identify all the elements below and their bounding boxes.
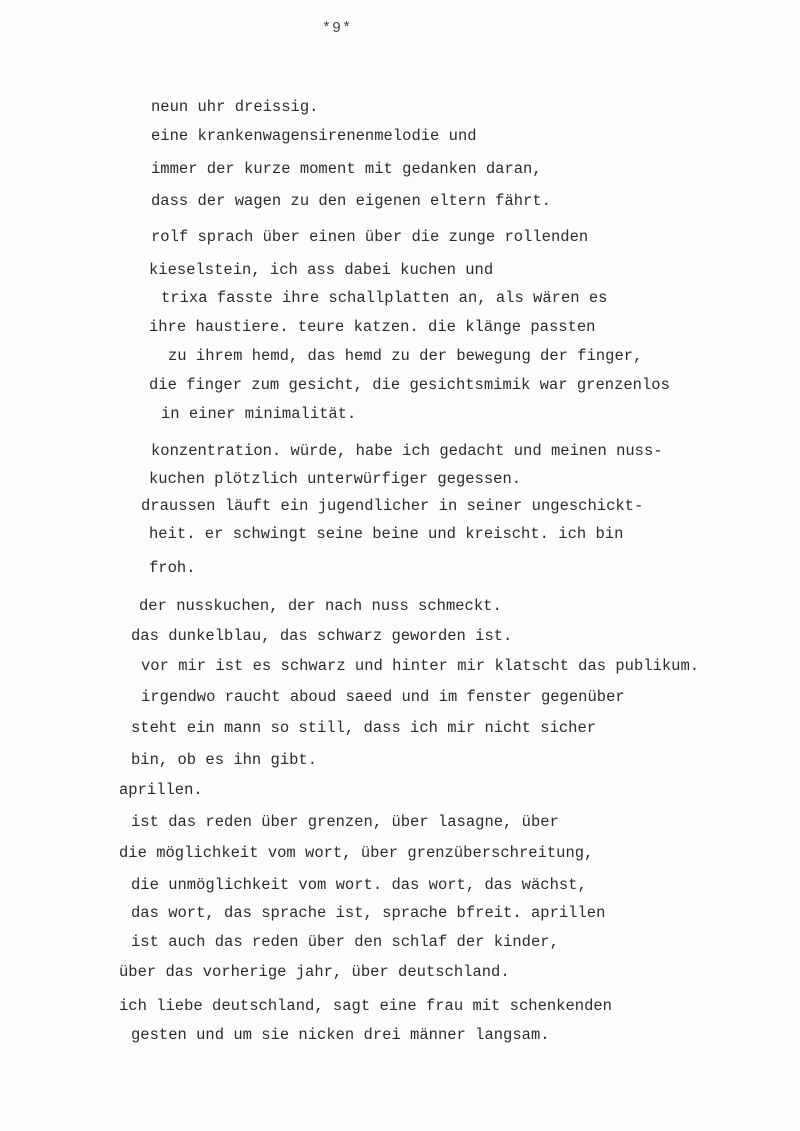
text-line: dass der wagen zu den eigenen eltern fährt. [151,192,551,210]
text-line: irgendwo raucht aboud saeed und im fenster gegenüber [141,688,625,706]
text-line: eine krankenwagensirenenmelodie und [151,127,477,145]
text-line: heit. er schwingt seine beine und kreischt. ich bin [149,525,624,543]
text-line: die möglichkeit vom wort, über grenzüberschreitung, [119,844,594,862]
text-line: die finger zum gesicht, die gesichtsmimik war grenzenlos [149,376,670,394]
text-line: der nusskuchen, der nach nuss schmeckt. [139,597,502,615]
text-line: ich liebe deutschland, sagt eine frau mit schenkenden [119,997,612,1015]
text-line: draussen läuft ein jugendlicher in seiner ungeschickt- [141,497,644,515]
text-line: ihre haustiere. teure katzen. die klänge passten [149,318,596,336]
text-line: trixa fasste ihre schallplatten an, als wären es [161,289,608,307]
text-line: vor mir ist es schwarz und hinter mir klatscht das publikum. [141,657,700,675]
text-line: rolf sprach über einen über die zunge rollenden [151,228,589,246]
text-line: das wort, das sprache ist, sprache bfreit. aprillen [131,904,606,922]
text-line: immer der kurze moment mit gedanken daran, [151,160,542,178]
text-line: kieselstein, ich ass dabei kuchen und [149,261,494,279]
text-line: kuchen plötzlich unterwürfiger gegessen. [149,470,522,488]
text-line: neun uhr dreissig. [151,98,319,116]
text-line: froh. [149,559,196,577]
text-line: bin, ob es ihn gibt. [131,751,318,769]
text-line: ist auch das reden über den schlaf der kinder, [131,933,559,951]
text-line: steht ein mann so still, dass ich mir nicht sicher [131,719,597,737]
text-line: das dunkelblau, das schwarz geworden ist. [131,627,513,645]
text-line: aprillen. [119,781,203,799]
page-number: *9* [322,20,353,37]
text-line: über das vorherige jahr, über deutschland. [119,963,510,981]
text-line: gesten und um sie nicken drei männer langsam. [131,1026,550,1044]
text-line: konzentration. würde, habe ich gedacht und meinen nuss- [151,442,663,460]
text-line: die unmöglichkeit vom wort. das wort, das wächst, [131,876,587,894]
text-line: in einer minimalität. [161,405,357,423]
text-line: ist das reden über grenzen, über lasagne, über [131,813,559,831]
text-line: zu ihrem hemd, das hemd zu der bewegung der finger, [168,347,643,365]
